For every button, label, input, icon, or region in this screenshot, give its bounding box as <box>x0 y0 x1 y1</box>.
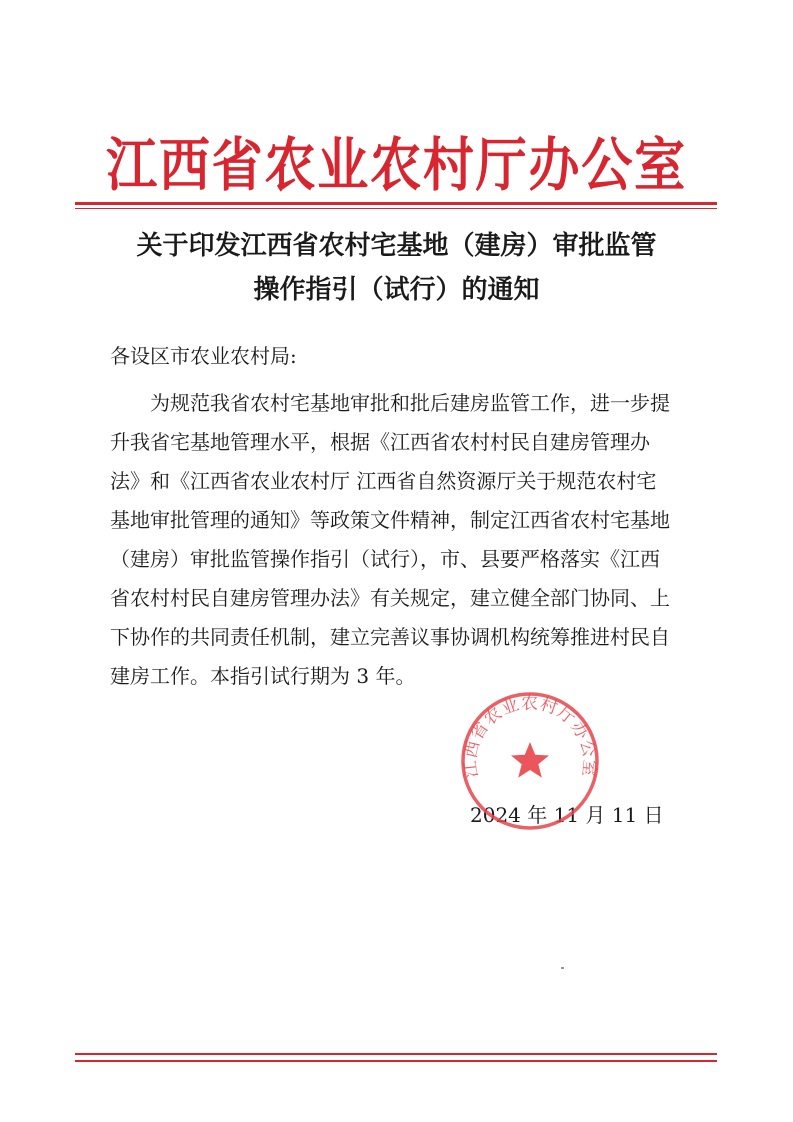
document-title-line-1: 关于印发江西省农村宅基地（建房）审批监管 <box>136 231 657 261</box>
seal-star-icon <box>511 742 549 778</box>
body-line-3: 法》和《江西省农业农村厅 江西省自然资源厅关于规范农村宅 <box>110 469 657 493</box>
scan-speck <box>561 967 564 969</box>
body-line-8: 建房工作。本指引试行期为 3 年。 <box>110 664 416 688</box>
official-seal-stamp <box>459 690 601 832</box>
header-rule-thick <box>75 202 717 205</box>
body-line-6: 省农村村民自建房管理办法》有关规定，建立健全部门协同、上 <box>110 586 670 610</box>
body-line-7: 下协作的共同责任机制，建立完善议事协调机构统筹推进村民自 <box>110 625 670 649</box>
header-rule-thin <box>75 208 717 209</box>
body-line-2: 升我省宅基地管理水平，根据《江西省农村村民自建房管理办 <box>110 430 650 454</box>
body-line-5: （建房）审批监管操作指引（试行），市、县要严格落实《江西 <box>110 547 660 571</box>
svg-text:江西省农业农村厅办公室: 江西省农业农村厅办公室 <box>460 693 600 779</box>
document-title-line-2: 操作指引（试行）的通知 <box>253 275 540 305</box>
footer-rule-1 <box>75 1053 717 1055</box>
org-header-title: 江西省农业农村厅办公室 <box>106 131 687 199</box>
issue-date: 2024 年 11 月 11 日 <box>470 803 664 827</box>
body-line-4: 基地审批管理的通知》等政策文件精神，制定江西省农村宅基地 <box>110 508 670 532</box>
footer-rule-2 <box>75 1060 717 1062</box>
salutation: 各设区市农业农村局: <box>110 344 297 368</box>
body-line-1: 为规范我省农村宅基地审批和批后建房监管工作，进一步提 <box>150 391 670 415</box>
